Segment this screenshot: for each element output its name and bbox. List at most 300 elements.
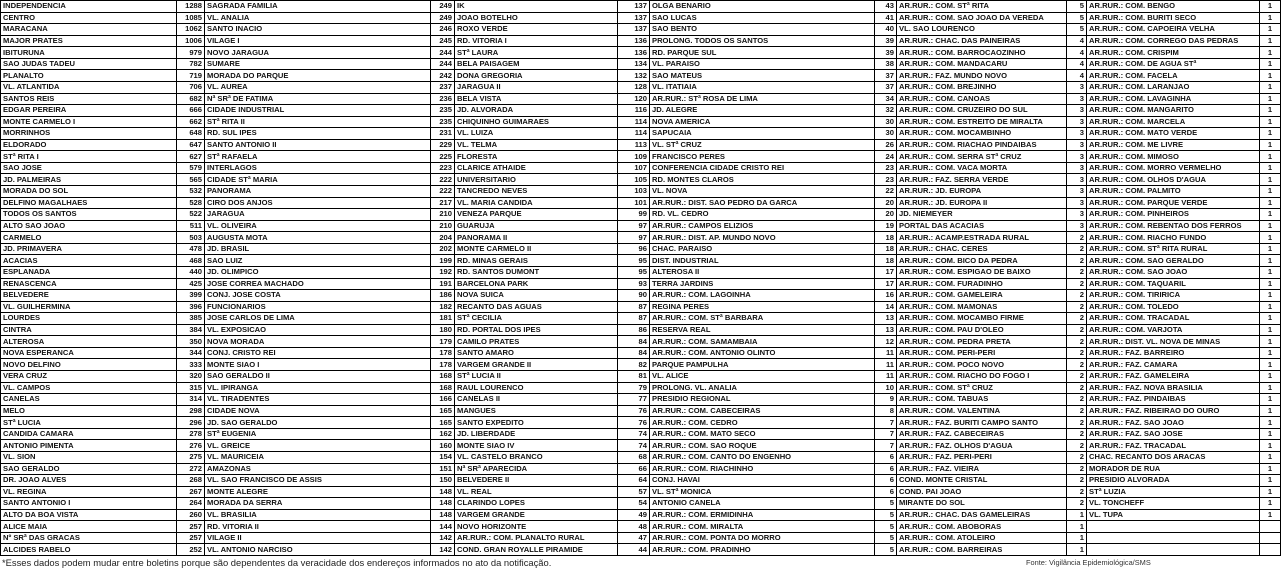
neighborhood-name: AR.RUR.: COM. VACA MORTA — [897, 162, 1067, 174]
case-count: 120 — [618, 93, 650, 105]
case-count: 1 — [1260, 47, 1281, 59]
case-count: 142 — [431, 544, 455, 556]
neighborhood-name: MORADA DO SOL — [1, 186, 177, 198]
neighborhood-name: AR.RUR.: COM. RIACHINHO — [650, 463, 875, 475]
neighborhood-name: AR.RUR.: FAZ. CAMARA — [1087, 359, 1260, 371]
case-count: 9 — [875, 394, 897, 406]
neighborhood-name: PRESIDIO REGIONAL — [650, 394, 875, 406]
neighborhood-name: VL. NOVA — [650, 186, 875, 198]
neighborhood-name: ANTONIO CANELA — [650, 498, 875, 510]
neighborhood-name: MIRANTE DO SOL — [897, 498, 1067, 510]
case-count: 97 — [618, 220, 650, 232]
case-count: 11 — [875, 371, 897, 383]
case-count: 3 — [1067, 128, 1087, 140]
case-count: 1 — [1260, 70, 1281, 82]
case-count: 93 — [618, 278, 650, 290]
neighborhood-name: JARAGUA — [205, 209, 431, 221]
case-count: 144 — [431, 521, 455, 533]
neighborhood-name: AR.RUR.: COM. MARCELA — [1087, 116, 1260, 128]
case-count: 20 — [875, 197, 897, 209]
case-count: 1 — [1260, 382, 1281, 394]
neighborhood-name: CONFERENCIA CIDADE CRISTO REI — [650, 162, 875, 174]
neighborhood-name: UNIVERSITARIO — [455, 174, 618, 186]
case-count: 1 — [1260, 35, 1281, 47]
neighborhood-name: JD. LIBERDADE — [455, 428, 618, 440]
neighborhood-name: VILAGE II — [205, 532, 431, 544]
neighborhood-name: FLORESTA — [455, 151, 618, 163]
neighborhood-name: AR.RUR.: COM. VARJOTA — [1087, 324, 1260, 336]
case-count: 162 — [431, 428, 455, 440]
neighborhood-name: RD. VITORIA I — [455, 35, 618, 47]
neighborhood-name: VARGEM GRANDE — [455, 509, 618, 521]
neighborhood-name: VL. ATLANTIDA — [1, 81, 177, 93]
neighborhood-name: MAJOR PRATES — [1, 35, 177, 47]
table-row — [1, 93, 1281, 105]
neighborhood-name: VL. ANTONIO NARCISO — [205, 544, 431, 556]
case-count: 37 — [875, 81, 897, 93]
neighborhood-name: VERA CRUZ — [1, 371, 177, 383]
case-count: 237 — [431, 81, 455, 93]
neighborhood-name: VL. CASTELO BRANCO — [455, 451, 618, 463]
case-count: 257 — [177, 521, 205, 533]
case-count: 528 — [177, 197, 205, 209]
neighborhood-name: AR.RUR.: COM. PRADINHO — [650, 544, 875, 556]
neighborhood-name: JD. BRASIL — [205, 243, 431, 255]
neighborhood-name: AR.RUR.: DIST. VL. NOVA DE MINAS — [1087, 336, 1260, 348]
case-count: 54 — [618, 498, 650, 510]
case-count: 1 — [1260, 197, 1281, 209]
case-count: 180 — [431, 324, 455, 336]
neighborhood-name: VILAGE I — [205, 35, 431, 47]
neighborhood-name: AR.RUR.: COM. MAMONAS — [897, 301, 1067, 313]
neighborhood-name: AR.RUR.: FAZ. TRACADAL — [1087, 440, 1260, 452]
neighborhood-name: SUMARE — [205, 58, 431, 70]
case-count: 244 — [431, 47, 455, 59]
case-count: 627 — [177, 151, 205, 163]
neighborhood-name: VL. BRASILIA — [205, 509, 431, 521]
neighborhood-name — [1087, 532, 1260, 544]
case-count: 2 — [1067, 405, 1087, 417]
case-count: 186 — [431, 290, 455, 302]
table-row — [1, 232, 1281, 244]
neighborhood-name: AR.RUR.: COM. STª RITA RURAL — [1087, 243, 1260, 255]
case-count: 2 — [1067, 359, 1087, 371]
case-count: 192 — [431, 266, 455, 278]
case-count: 5 — [875, 521, 897, 533]
case-count: 41 — [875, 12, 897, 24]
case-count: 19 — [875, 220, 897, 232]
case-count: 2 — [1067, 243, 1087, 255]
neighborhood-name: MELO — [1, 405, 177, 417]
neighborhood-name: AR.RUR.: CHAC. CERES — [897, 243, 1067, 255]
neighborhood-name: AR.RUR.: FAZ. VIEIRA — [897, 463, 1067, 475]
case-count: 1 — [1260, 209, 1281, 221]
neighborhood-name: AR.RUR.: COM. STª CRUZ — [897, 382, 1067, 394]
case-count: 114 — [618, 128, 650, 140]
case-count: 2 — [1067, 428, 1087, 440]
neighborhood-name: AUGUSTA MOTA — [205, 232, 431, 244]
neighborhood-name: AR.RUR.: COM. BARREIRAS — [897, 544, 1067, 556]
neighborhood-name: AR.RUR.: COM. SERRA STª CRUZ — [897, 151, 1067, 163]
neighborhood-name: RD. VITORIA II — [205, 521, 431, 533]
case-count: 272 — [177, 463, 205, 475]
neighborhood-name: OLGA BENARIO — [650, 1, 875, 13]
neighborhood-name: AR.RUR.: COM. RIACHO FUNDO — [1087, 232, 1260, 244]
neighborhood-name: PORTAL DAS ACACIAS — [897, 220, 1067, 232]
neighborhood-name: RD. MONTES CLAROS — [650, 174, 875, 186]
case-count: 1 — [1260, 290, 1281, 302]
neighborhood-name: AR.RUR.: COM. MANDACARU — [897, 58, 1067, 70]
case-count: 76 — [618, 405, 650, 417]
case-count: 3 — [1067, 174, 1087, 186]
neighborhood-name: AR.RUR.: FAZ. NOVA BRASILIA — [1087, 382, 1260, 394]
table-row — [1, 313, 1281, 325]
neighborhood-name: ALTEROSA — [1, 336, 177, 348]
case-count: 246 — [431, 24, 455, 36]
case-count: 113 — [618, 139, 650, 151]
neighborhood-name: AR.RUR.: COM. TAQUARIL — [1087, 278, 1260, 290]
case-count: 178 — [431, 359, 455, 371]
neighborhood-name: RENASCENCA — [1, 278, 177, 290]
neighborhood-name: PLANALTO — [1, 70, 177, 82]
neighborhood-name: MORADOR DE RUA — [1087, 463, 1260, 475]
case-count: 1 — [1260, 313, 1281, 325]
neighborhood-name: AR.RUR.: COM. ATOLEIRO — [897, 532, 1067, 544]
neighborhood-name: MARACANA — [1, 24, 177, 36]
neighborhood-name: AR.RUR.: CHAC. DAS GAMELEIRAS — [897, 509, 1067, 521]
neighborhood-name: SANTO ANTONIO I — [1, 498, 177, 510]
neighborhood-name: RD. VL. CEDRO — [650, 209, 875, 221]
case-count: 90 — [618, 290, 650, 302]
neighborhood-name: RESERVA REAL — [650, 324, 875, 336]
case-count: 1 — [1260, 174, 1281, 186]
case-count: 8 — [875, 405, 897, 417]
case-count: 223 — [431, 162, 455, 174]
neighborhood-name: MORRINHOS — [1, 128, 177, 140]
table-row — [1, 463, 1281, 475]
case-count: 97 — [618, 232, 650, 244]
case-count: 210 — [431, 209, 455, 221]
neighborhood-name: PROLONG. TODOS OS SANTOS — [650, 35, 875, 47]
case-count: 7 — [875, 440, 897, 452]
table-row — [1, 544, 1281, 556]
neighborhood-name: NOVA AMERICA — [650, 116, 875, 128]
neighborhood-name: IBITURUNA — [1, 47, 177, 59]
case-count: 6 — [875, 463, 897, 475]
case-count: 2 — [1067, 290, 1087, 302]
neighborhood-name: VL. REAL — [455, 486, 618, 498]
case-count: 1 — [1260, 509, 1281, 521]
case-count: 1 — [1260, 359, 1281, 371]
neighborhood-name: SAPUCAIA — [650, 128, 875, 140]
table-row — [1, 532, 1281, 544]
neighborhood-name: VL. REGINA — [1, 486, 177, 498]
case-count: 1 — [1260, 12, 1281, 24]
neighborhood-name: AR.RUR.: FAZ. GAMELEIRA — [1087, 371, 1260, 383]
case-count: 13 — [875, 324, 897, 336]
neighborhood-name: STª LUCIA — [1, 417, 177, 429]
neighborhood-name: VL. OLIVEIRA — [205, 220, 431, 232]
neighborhood-name: VL. MARIA CANDIDA — [455, 197, 618, 209]
case-count: 298 — [177, 405, 205, 417]
case-count: 5 — [1067, 12, 1087, 24]
neighborhood-name: SAO JUDAS TADEU — [1, 58, 177, 70]
table-row — [1, 243, 1281, 255]
neighborhood-name: MORADA DA SERRA — [205, 498, 431, 510]
neighborhood-name: COND. MONTE CRISTAL — [897, 475, 1067, 487]
case-count: 278 — [177, 428, 205, 440]
case-count: 5 — [1067, 24, 1087, 36]
case-count: 76 — [618, 417, 650, 429]
case-count: 511 — [177, 220, 205, 232]
case-count: 3 — [1067, 197, 1087, 209]
neighborhood-name: AR.RUR.: COM. SAMAMBAIA — [650, 336, 875, 348]
case-count: 10 — [875, 382, 897, 394]
case-count: 249 — [431, 12, 455, 24]
table-row — [1, 105, 1281, 117]
case-count: 5 — [1067, 1, 1087, 13]
neighborhood-name: IK — [455, 1, 618, 13]
case-count: 245 — [431, 35, 455, 47]
case-count: 647 — [177, 139, 205, 151]
neighborhood-name: AR.RUR.: COM. DE AGUA STª — [1087, 58, 1260, 70]
case-count: 34 — [875, 93, 897, 105]
case-count: 5 — [875, 532, 897, 544]
case-count: 1 — [1260, 24, 1281, 36]
neighborhood-name: BARCELONA PARK — [455, 278, 618, 290]
case-count: 87 — [618, 313, 650, 325]
neighborhood-name: AR.RUR.: FAZ. MUNDO NOVO — [897, 70, 1067, 82]
neighborhood-name: CHAC. PARAISO — [650, 243, 875, 255]
neighborhood-name: CIDADE STª MARIA — [205, 174, 431, 186]
neighborhood-name: STª EUGENIA — [205, 428, 431, 440]
case-count: 2 — [1067, 463, 1087, 475]
neighborhood-name: AR.RUR.: COM. CABECEIRAS — [650, 405, 875, 417]
case-count: 522 — [177, 209, 205, 221]
neighborhood-name: CLARICE ATHAIDE — [455, 162, 618, 174]
case-count: 44 — [618, 544, 650, 556]
case-count — [1260, 532, 1281, 544]
neighborhood-name: MANGUES — [455, 405, 618, 417]
neighborhood-name: RD. SUL IPES — [205, 128, 431, 140]
table-row — [1, 301, 1281, 313]
case-count: 229 — [431, 139, 455, 151]
table-row — [1, 197, 1281, 209]
case-count: 662 — [177, 116, 205, 128]
case-count: 1 — [1260, 139, 1281, 151]
case-count: 399 — [177, 290, 205, 302]
case-count: 11 — [875, 359, 897, 371]
case-count: 344 — [177, 347, 205, 359]
case-count: 7 — [875, 417, 897, 429]
neighborhood-name: RD. PORTAL DOS IPES — [455, 324, 618, 336]
neighborhood-name: VL. EXPOSICAO — [205, 324, 431, 336]
case-count: 148 — [431, 498, 455, 510]
neighborhood-name: AR.RUR.: COM. ESPIGAO DE BAIXO — [897, 266, 1067, 278]
case-count: 105 — [618, 174, 650, 186]
neighborhood-name: NOVO JARAGUA — [205, 47, 431, 59]
case-count: 165 — [431, 405, 455, 417]
table-row — [1, 521, 1281, 533]
neighborhood-name: NOVO DELFINO — [1, 359, 177, 371]
case-count: 165 — [431, 417, 455, 429]
case-count: 1 — [1260, 347, 1281, 359]
case-count: 1 — [1260, 428, 1281, 440]
neighborhood-name: FUNCIONARIOS — [205, 301, 431, 313]
case-count: 96 — [618, 243, 650, 255]
table-row — [1, 475, 1281, 487]
neighborhood-name: AR.RUR.: COM. ANTONIO OLINTO — [650, 347, 875, 359]
neighborhood-name: AR.RUR.: COM. CORREGO DAS PEDRAS — [1087, 35, 1260, 47]
case-count: 1 — [1260, 440, 1281, 452]
neighborhood-name: NOVO HORIZONTE — [455, 521, 618, 533]
case-count: 160 — [431, 440, 455, 452]
case-count: 148 — [431, 509, 455, 521]
neighborhood-name: AR.RUR.: COM. MORRO VERMELHO — [1087, 162, 1260, 174]
case-count: 217 — [431, 197, 455, 209]
case-count: 1 — [1260, 1, 1281, 13]
table-row — [1, 290, 1281, 302]
case-count: 260 — [177, 509, 205, 521]
neighborhood-name: VL. AUREA — [205, 81, 431, 93]
neighborhood-name: AR.RUR.: COM. BURITI SECO — [1087, 12, 1260, 24]
case-count: 1 — [1067, 509, 1087, 521]
case-count: 151 — [431, 463, 455, 475]
case-count: 77 — [618, 394, 650, 406]
case-count: 154 — [431, 451, 455, 463]
case-count: 1062 — [177, 24, 205, 36]
case-count: 137 — [618, 24, 650, 36]
neighborhood-name: BELVEDERE — [1, 290, 177, 302]
case-count: 296 — [177, 417, 205, 429]
neighborhood-name: SAO MATEUS — [650, 70, 875, 82]
case-count: 2 — [1067, 371, 1087, 383]
neighborhood-name: SAO BENTO — [650, 24, 875, 36]
case-count: 137 — [618, 12, 650, 24]
case-count: 5 — [875, 498, 897, 510]
neighborhood-name: AR.RUR.: COM. PERI-PERI — [897, 347, 1067, 359]
neighborhood-name: AR.RUR.: COM. CEDRO — [650, 417, 875, 429]
case-count: 276 — [177, 440, 205, 452]
neighborhood-name: VL. GREICE — [205, 440, 431, 452]
neighborhood-name: AR.RUR.: COM. PONTA DO MORRO — [650, 532, 875, 544]
case-count: 268 — [177, 475, 205, 487]
neighborhood-name — [1087, 544, 1260, 556]
neighborhood-name: ALICE MAIA — [1, 521, 177, 533]
case-count: 231 — [431, 128, 455, 140]
case-count — [1260, 521, 1281, 533]
neighborhood-name: VL. ITATIAIA — [650, 81, 875, 93]
case-count: 199 — [431, 255, 455, 267]
table-row — [1, 151, 1281, 163]
neighborhood-name: AR.RUR.: COM. SAO ROQUE — [650, 440, 875, 452]
case-count: 24 — [875, 151, 897, 163]
neighborhood-name: PANORAMA II — [455, 232, 618, 244]
neighborhood-name: JOSE CORREA MACHADO — [205, 278, 431, 290]
neighborhood-name: AR.RUR.: COM. ABOBORAS — [897, 521, 1067, 533]
case-count: 1 — [1260, 81, 1281, 93]
neighborhood-name: DELFINO MAGALHAES — [1, 197, 177, 209]
case-count: 1 — [1260, 151, 1281, 163]
neighborhood-name: CONJ. CRISTO REI — [205, 347, 431, 359]
neighborhood-name: ESPLANADA — [1, 266, 177, 278]
neighborhood-name: CHAC. RECANTO DOS ARACAS — [1087, 451, 1260, 463]
footnote-disclaimer: *Esses dados podem mudar entre boletins porque são dependentes da veracidade dos endereços informados no ato da notificação. — [2, 557, 552, 568]
case-count: 252 — [177, 544, 205, 556]
neighborhood-name: JD. SAO GERALDO — [205, 417, 431, 429]
case-count: 166 — [431, 394, 455, 406]
case-count: 579 — [177, 162, 205, 174]
case-count: 134 — [618, 58, 650, 70]
neighborhood-name: CIRO DOS ANJOS — [205, 197, 431, 209]
case-count: 40 — [875, 24, 897, 36]
neighborhood-name: AR.RUR.: COM. STª RITA — [897, 1, 1067, 13]
neighborhood-name: AR.RUR.: FAZ. OLHOS D'AGUA — [897, 440, 1067, 452]
neighborhood-name: SAO LUCAS — [650, 12, 875, 24]
neighborhood-name: AR.RUR.: STª ROSA DE LIMA — [650, 93, 875, 105]
neighborhood-name: AR.RUR.: COM. GAMELEIRA — [897, 290, 1067, 302]
neighborhood-name: AR.RUR.: JD. EUROPA II — [897, 197, 1067, 209]
neighborhood-name: STª LUCIA II — [455, 371, 618, 383]
case-count: 2 — [1067, 417, 1087, 429]
table-row — [1, 116, 1281, 128]
neighborhood-name: JARAGUA II — [455, 81, 618, 93]
neighborhood-name: AMAZONAS — [205, 463, 431, 475]
neighborhood-name: AR.RUR.: COM. MIRALTA — [650, 521, 875, 533]
case-count: 2 — [1067, 301, 1087, 313]
case-count: 3 — [1067, 162, 1087, 174]
case-count: 1 — [1067, 544, 1087, 556]
neighborhood-name: VL. SAO FRANCISCO DE ASSIS — [205, 475, 431, 487]
case-count: 4 — [1067, 70, 1087, 82]
case-count: 719 — [177, 70, 205, 82]
case-count: 2 — [1067, 278, 1087, 290]
table-row — [1, 128, 1281, 140]
neighborhood-name: AR.RUR.: FAZ. BURITI CAMPO SANTO — [897, 417, 1067, 429]
case-count: 222 — [431, 186, 455, 198]
case-count: 396 — [177, 301, 205, 313]
case-count: 350 — [177, 336, 205, 348]
neighborhood-name: AR.RUR.: COM. TRACADAL — [1087, 313, 1260, 325]
neighborhood-name: AR.RUR.: COM. FURADINHO — [897, 278, 1067, 290]
neighborhood-name: DR. JOAO ALVES — [1, 475, 177, 487]
neighborhood-name: VL. TUPA — [1087, 509, 1260, 521]
neighborhood-name: SAO JOSE — [1, 162, 177, 174]
case-count: 5 — [875, 509, 897, 521]
case-count: 128 — [618, 81, 650, 93]
table-row — [1, 417, 1281, 429]
case-count: 249 — [431, 1, 455, 13]
neighborhood-name: AR.RUR.: COM. FACELA — [1087, 70, 1260, 82]
case-count: 1085 — [177, 12, 205, 24]
case-count: 1 — [1260, 220, 1281, 232]
case-count: 706 — [177, 81, 205, 93]
neighborhood-name: CINTRA — [1, 324, 177, 336]
case-count: 2 — [1067, 266, 1087, 278]
case-count: 1 — [1260, 417, 1281, 429]
neighborhood-name: CONJ. JOSE COSTA — [205, 290, 431, 302]
neighborhood-name: ACACIAS — [1, 255, 177, 267]
case-count: 682 — [177, 93, 205, 105]
neighborhood-name: AR.RUR.: FAZ. PERI-PERI — [897, 451, 1067, 463]
neighborhood-name: CANELAS — [1, 394, 177, 406]
table-row — [1, 359, 1281, 371]
neighborhood-name: AR.RUR.: DIST. SAO PEDRO DA GARCA — [650, 197, 875, 209]
case-count: 99 — [618, 209, 650, 221]
case-count: 48 — [618, 521, 650, 533]
neighborhood-name: CHIQUINHO GUIMARAES — [455, 116, 618, 128]
table-row — [1, 209, 1281, 221]
